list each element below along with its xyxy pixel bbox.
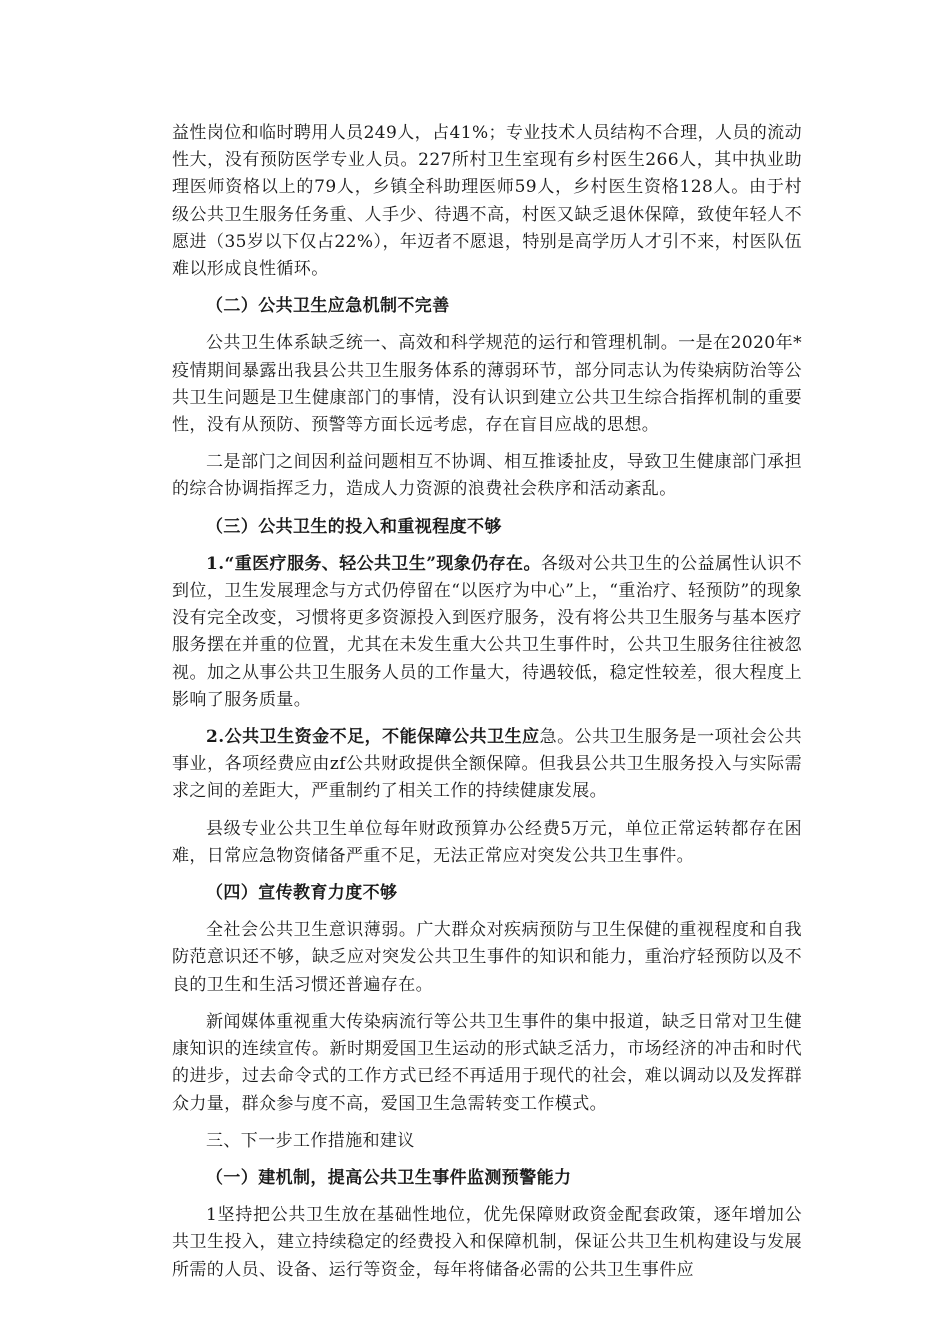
section-heading-investment: （三）公共卫生的投入和重视程度不够 [206,516,502,537]
paragraph-publicity-2: 新闻媒体重视重大传染病流行等公共卫生事件的集中报道，缺乏日常对卫生健康知识的连续宣传。新时期爱国卫生运动的形式缺乏活力，市场经济的冲击和时代的进步，过去命令式的工作方式已经不再适用于现代的社会，难以调动以及发挥群众力量，群众参与度不高，爱国卫生急需转变工作模式。 [172,1011,802,1114]
paragraph-investment-1 [172,551,802,714]
paragraph-body-text: 急。公共卫生服务是一项社会公共事业，各项经费应由zf公共财政提供全额保障。但我县公共卫生服务投入与实际需求之间的差距大，严重制约了相关工作的持续健康发展。 [172,727,803,802]
section-heading-build-mechanism: （一）建机制，提高公共卫生事件监测预警能力 [206,1167,572,1188]
paragraph-emergency-mechanism-2: 二是部门之间因利益问题相互不协调、相互推诿扯皮，导致卫生健康部门承担的综合协调指挥乏力，造成人力资源的浪费社会秩序和活动紊乱。 [172,452,802,500]
paragraph-lead-bold: 1.“重医疗服务、轻公共卫生”现象仍存在。 [206,553,541,574]
section-heading-publicity: （四）宣传教育力度不够 [206,883,398,904]
paragraph-body-text: 各级对公共卫生的公益属性认识不到位，卫生发展理念与方式仍停留在“以医疗为中心”上，“重治疗、轻预防”的现象没有完全改变，习惯将更多资源投入到医疗服务，没有将公共卫生服务与基本医疗服务摆在并重的位置，尤其在未发生重大公共卫生事件时，公共卫生服务往往被忽视。加之从事公共卫生服务人员的工作量大，待遇较低，稳定性较差，很大程度上影响了服务质量。 [172,553,803,710]
section-heading-emergency-mechanism: （二）公共卫生应急机制不完善 [206,296,450,317]
paragraph-investment-3: 县级专业公共卫生单位每年财政预算办公经费5万元，单位正常运转都存在困难，日常应急物资储备严重不足，无法正常应对突发公共卫生事件。 [172,818,802,866]
paragraph-publicity-1: 全社会公共卫生意识薄弱。广大群众对疾病预防与卫生保健的重视程度和自我防范意识还不够，缺乏应对突发公共卫生事件的知识和能力，重治疗轻预防以及不良的卫生和生活习惯还普遍存在。 [172,920,802,995]
paragraph-lead-bold: 2.公共卫生资金不足，不能保障公共卫生应 [206,727,540,748]
paragraph-investment-2 [172,724,802,806]
document-body [172,120,802,1294]
paragraph-staffing: 益性岗位和临时聘用人员249人，占41%；专业技术人员结构不合理，人员的流动性大，没有预防医学专业人员。227所村卫生室现有乡村医生266人，其中执业助理医师资格以上的79人，乡镇全科助理医师59人，乡村医生资格128人。由于村级公共卫生服务任务重、人手少、待遇不高，村医又缺乏退休保障，致使年轻人不愿进（35岁以下仅占22%），年迈者不愿退，特别是高学历人才引不来，村医队伍难以形成良性循环。 [172,123,802,280]
paragraph-build-mechanism-1: 1坚持把公共卫生放在基础性地位，优先保障财政资金配套政策，逐年增加公共卫生投入，建立持续稳定的经费投入和保障机制，保证公共卫生机构建设与发展所需的人员、设备、运行等资金，每年将储备必需的公共卫生事件应 [172,1205,802,1280]
chapter-heading-next-steps: 三、下一步工作措施和建议 [206,1130,415,1151]
paragraph-emergency-mechanism-1: 公共卫生体系缺乏统一、高效和科学规范的运行和管理机制。一是在2020年*疫情期间暴露出我县公共卫生服务体系的薄弱环节，部分同志认为传染病防治等公共卫生问题是卫生健康部门的事情，没有认识到建立公共卫生综合指挥机制的重要性，没有从预防、预警等方面长远考虑，存在盲目应战的思想。 [172,333,802,436]
